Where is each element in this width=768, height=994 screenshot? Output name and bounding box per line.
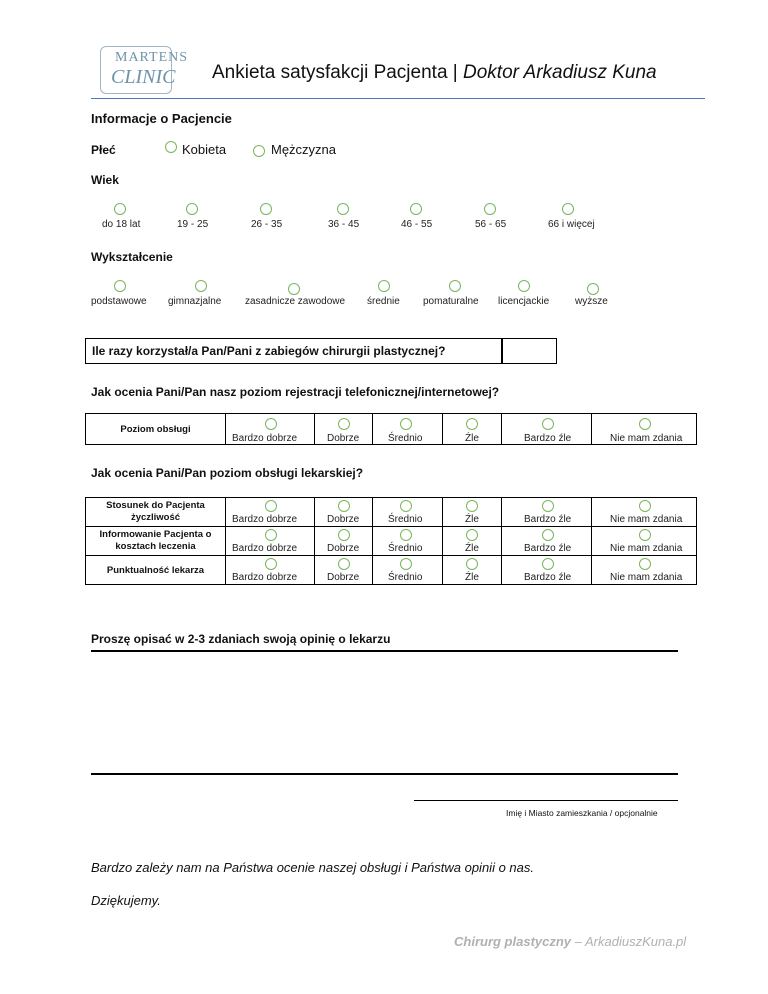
footer-bold: Chirurg plastyczny bbox=[454, 934, 572, 949]
rating-cell[interactable] bbox=[443, 414, 502, 445]
education-option: podstawowe bbox=[91, 296, 147, 307]
rating-cell[interactable] bbox=[226, 556, 315, 585]
rating-cell[interactable] bbox=[315, 527, 373, 556]
rating-label: Średnio bbox=[388, 514, 423, 525]
education-radio[interactable] bbox=[449, 280, 461, 292]
rating-radio[interactable] bbox=[542, 500, 554, 512]
rating-cell[interactable] bbox=[592, 527, 697, 556]
age-option: 36 - 45 bbox=[328, 219, 360, 230]
age-radio[interactable] bbox=[114, 203, 126, 215]
rating-cell[interactable] bbox=[373, 556, 443, 585]
rating-label: Źle bbox=[465, 543, 479, 554]
rating-cell[interactable] bbox=[502, 498, 592, 527]
age-radio[interactable] bbox=[562, 203, 574, 215]
age-option: 26 - 35 bbox=[251, 219, 283, 230]
education-option: gimnazjalne bbox=[168, 296, 222, 307]
logo-text-bottom: CLINIC bbox=[111, 66, 176, 88]
sex-option-female: Kobieta bbox=[182, 142, 227, 157]
rating-radio[interactable] bbox=[265, 558, 277, 570]
age-option: 56 - 65 bbox=[475, 219, 507, 230]
rating-radio[interactable] bbox=[639, 558, 651, 570]
rating-cell[interactable] bbox=[226, 414, 315, 445]
row-label-cell bbox=[86, 527, 226, 556]
age-option: 19 - 25 bbox=[177, 219, 209, 230]
rating-radio[interactable] bbox=[400, 418, 412, 430]
opinion-bottom-rule bbox=[91, 773, 678, 775]
rating-label: Bardzo źle bbox=[524, 543, 572, 554]
rating-radio[interactable] bbox=[265, 418, 277, 430]
rating-cell[interactable] bbox=[373, 498, 443, 527]
age-radio[interactable] bbox=[186, 203, 198, 215]
rating-radio[interactable] bbox=[400, 529, 412, 541]
rating-label: Nie mam zdania bbox=[610, 543, 683, 554]
rating-label: Średnio bbox=[388, 572, 423, 583]
rating-cell[interactable] bbox=[226, 498, 315, 527]
rating-label: Dobrze bbox=[327, 572, 360, 583]
rating-label: Bardzo dobrze bbox=[232, 572, 298, 583]
doctor-heading: Jak ocenia Pani/Pan poziom obsługi lekarskiej? bbox=[91, 466, 364, 480]
footer-site: – ArkadiuszKuna.pl bbox=[571, 934, 687, 949]
rating-cell[interactable] bbox=[502, 414, 592, 445]
rating-label: Bardzo źle bbox=[524, 572, 572, 583]
table-row bbox=[86, 414, 697, 445]
education-option: zasadnicze zawodowe bbox=[245, 296, 346, 307]
clinic-logo bbox=[100, 46, 189, 94]
title-doctor: Doktor Arkadiusz Kuna bbox=[463, 62, 657, 83]
row-label-cell bbox=[86, 498, 226, 527]
table-row bbox=[86, 527, 697, 556]
patient-info-heading: Informacje o Pacjencie bbox=[91, 111, 232, 126]
education-radio[interactable] bbox=[195, 280, 207, 292]
rating-radio[interactable] bbox=[466, 500, 478, 512]
rating-radio[interactable] bbox=[542, 418, 554, 430]
rating-label: Bardzo źle bbox=[524, 433, 572, 444]
rating-cell[interactable] bbox=[502, 527, 592, 556]
registration-row-label: Poziom obsługi bbox=[120, 424, 191, 435]
rating-cell[interactable] bbox=[226, 527, 315, 556]
rating-cell[interactable] bbox=[373, 527, 443, 556]
rating-radio[interactable] bbox=[400, 500, 412, 512]
education-label: Wykształcenie bbox=[91, 250, 173, 264]
rating-radio[interactable] bbox=[338, 558, 350, 570]
page-title bbox=[212, 62, 657, 84]
rating-radio[interactable] bbox=[265, 529, 277, 541]
education-radio[interactable] bbox=[587, 283, 599, 295]
education-radio[interactable] bbox=[518, 280, 530, 292]
doctor-row-label: Punktualność lekarza bbox=[106, 564, 205, 576]
footer bbox=[454, 934, 686, 949]
rating-radio[interactable] bbox=[639, 418, 651, 430]
rating-label: Dobrze bbox=[327, 543, 360, 554]
rating-cell[interactable] bbox=[443, 498, 502, 527]
procedure-count-question: Ile razy korzystał/a Pan/Pani z zabiegów chirurgii plastycznej? bbox=[92, 344, 446, 358]
row-label-cell bbox=[86, 556, 226, 585]
sex-option-male: Mężczyzna bbox=[271, 142, 337, 157]
rating-label: Nie mam zdania bbox=[610, 514, 683, 525]
age-radio[interactable] bbox=[484, 203, 496, 215]
rating-cell[interactable] bbox=[315, 498, 373, 527]
rating-label: Średnio bbox=[388, 543, 423, 554]
rating-radio[interactable] bbox=[466, 558, 478, 570]
rating-cell[interactable] bbox=[502, 556, 592, 585]
education-radio[interactable] bbox=[114, 280, 126, 292]
rating-label: Nie mam zdania bbox=[610, 572, 683, 583]
rating-radio[interactable] bbox=[542, 558, 554, 570]
rating-radio[interactable] bbox=[265, 500, 277, 512]
closing-line: Bardzo zależy nam na Państwa ocenie naszej obsługi i Państwa opinii o nas. bbox=[91, 860, 534, 875]
rating-label: Bardzo dobrze bbox=[232, 514, 298, 525]
rating-label: Dobrze bbox=[327, 514, 360, 525]
sex-label: Płeć bbox=[91, 143, 116, 157]
rating-label: Dobrze bbox=[327, 433, 360, 444]
rating-cell[interactable] bbox=[592, 556, 697, 585]
education-option: średnie bbox=[367, 296, 400, 307]
table-row bbox=[86, 556, 697, 585]
rating-label: Średnio bbox=[388, 433, 423, 444]
rating-radio[interactable] bbox=[338, 418, 350, 430]
age-option: do 18 lat bbox=[102, 219, 141, 230]
age-label: Wiek bbox=[91, 173, 119, 187]
age-radio[interactable] bbox=[260, 203, 272, 215]
rating-label: Bardzo dobrze bbox=[232, 433, 298, 444]
rating-label: Nie mam zdania bbox=[610, 433, 683, 444]
rating-radio[interactable] bbox=[400, 558, 412, 570]
sex-radio-female[interactable] bbox=[165, 141, 177, 153]
table-row bbox=[86, 498, 697, 527]
doctor-row-label: Stosunek do Pacjenta życzliwość bbox=[106, 500, 205, 523]
rating-radio[interactable] bbox=[338, 529, 350, 541]
row-label-cell bbox=[86, 414, 226, 445]
rating-cell[interactable] bbox=[373, 414, 443, 445]
age-radio[interactable] bbox=[337, 203, 349, 215]
age-option: 46 - 55 bbox=[401, 219, 433, 230]
logo-text-top: MARTENS bbox=[115, 50, 189, 65]
title-main: Ankieta satysfakcji Pacjenta | bbox=[212, 62, 463, 83]
doctor-rating-table bbox=[85, 497, 697, 585]
registration-rating-table bbox=[85, 413, 697, 445]
opinion-heading: Proszę opisać w 2-3 zdaniach swoją opinię o lekarzu bbox=[91, 632, 391, 646]
age-radio[interactable] bbox=[410, 203, 422, 215]
rating-cell[interactable] bbox=[315, 414, 373, 445]
rating-radio[interactable] bbox=[338, 500, 350, 512]
rating-radio[interactable] bbox=[639, 500, 651, 512]
signature-caption: Imię i Miasto zamieszkania / opcjonalnie bbox=[506, 808, 658, 818]
rating-cell[interactable] bbox=[592, 414, 697, 445]
closing-thanks: Dziękujemy. bbox=[91, 893, 161, 908]
rating-radio[interactable] bbox=[639, 529, 651, 541]
opinion-top-rule bbox=[91, 650, 678, 652]
rating-radio[interactable] bbox=[542, 529, 554, 541]
doctor-row-label: Informowanie Pacjenta o kosztach leczenia bbox=[99, 529, 212, 552]
education-option: licencjackie bbox=[498, 296, 550, 307]
rating-cell[interactable] bbox=[443, 527, 502, 556]
rating-cell[interactable] bbox=[315, 556, 373, 585]
rating-label: Bardzo dobrze bbox=[232, 543, 298, 554]
education-radio[interactable] bbox=[288, 283, 300, 295]
rating-label: Źle bbox=[465, 572, 479, 583]
header-rule bbox=[91, 98, 705, 99]
procedure-count-box bbox=[85, 338, 557, 364]
rating-label: Źle bbox=[465, 514, 479, 525]
education-radio[interactable] bbox=[378, 280, 390, 292]
procedure-count-input[interactable] bbox=[503, 339, 556, 363]
opinion-textarea[interactable] bbox=[91, 653, 678, 773]
rating-radio[interactable] bbox=[466, 418, 478, 430]
sex-radio-male[interactable] bbox=[253, 145, 265, 157]
signature-line[interactable] bbox=[414, 800, 678, 801]
rating-cell[interactable] bbox=[443, 556, 502, 585]
registration-heading: Jak ocenia Pani/Pan nasz poziom rejestracji telefonicznej/internetowej? bbox=[91, 385, 500, 399]
rating-cell[interactable] bbox=[592, 498, 697, 527]
rating-radio[interactable] bbox=[466, 529, 478, 541]
age-option: 66 i więcej bbox=[548, 219, 595, 230]
rating-label: Bardzo źle bbox=[524, 514, 572, 525]
education-option: wyższe bbox=[575, 296, 608, 307]
rating-label: Źle bbox=[465, 433, 479, 444]
education-option: pomaturalne bbox=[423, 296, 479, 307]
